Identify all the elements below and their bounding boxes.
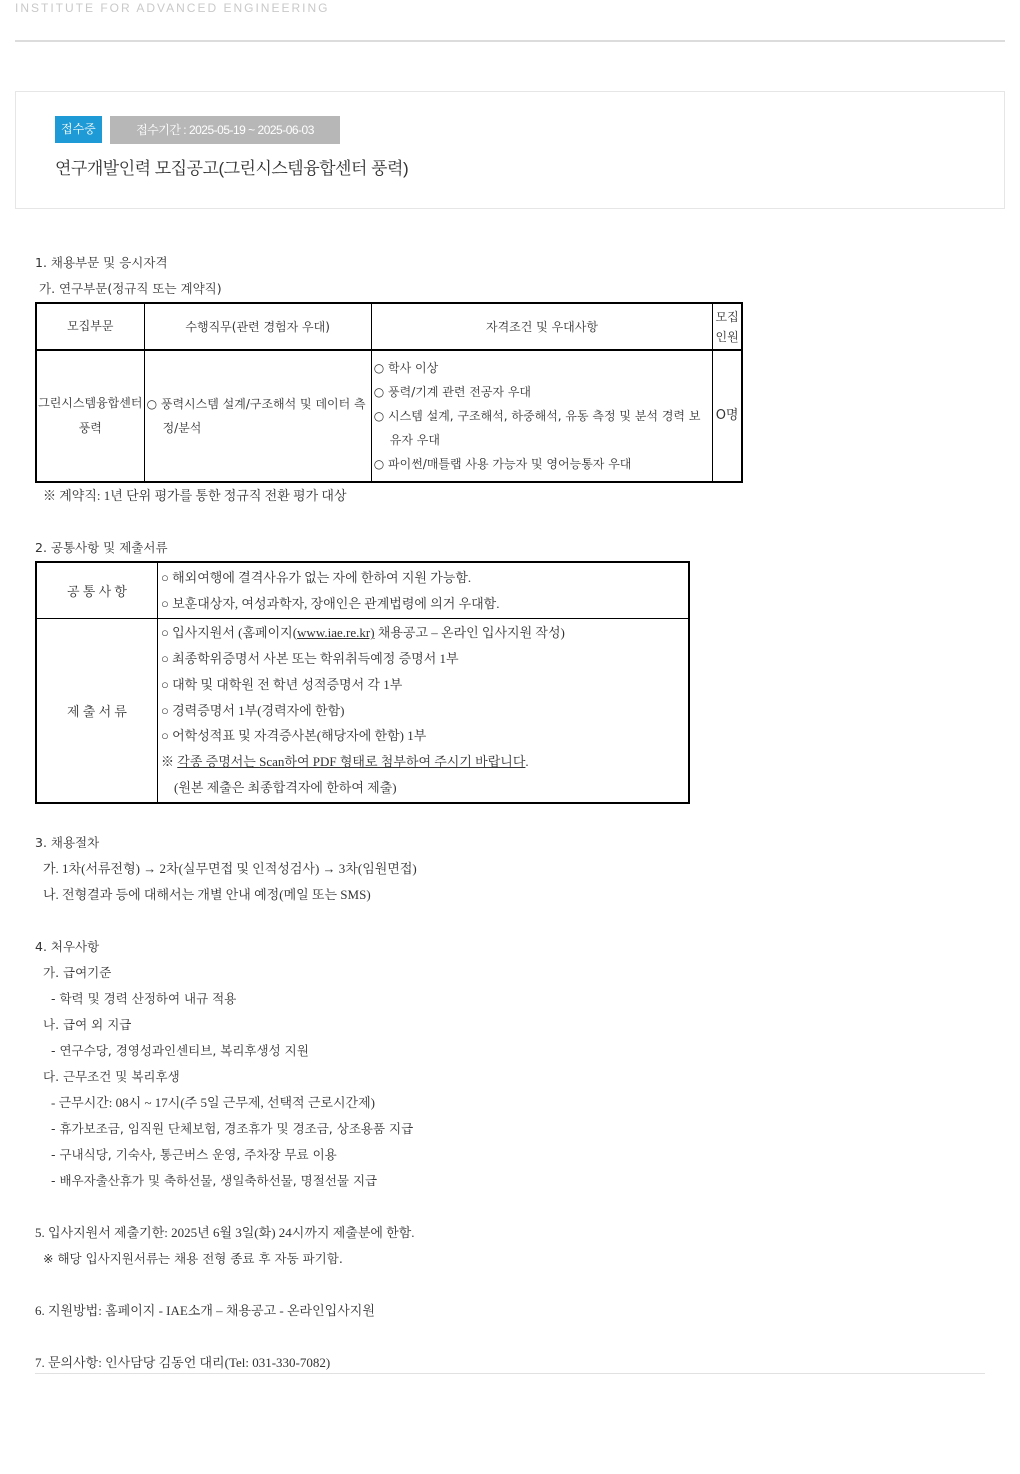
- doc-item: ○ 대학 및 대학원 전 학년 성적증명서 각 1부: [161, 676, 403, 692]
- application-period-badge: 접수기간 : 2025-05-19 ~ 2025-06-03: [110, 116, 340, 144]
- section4-sub-a: 가. 급여기준: [43, 965, 112, 980]
- section4-item: - 연구수당, 경영성과인센티브, 복리후생성 지원: [51, 1043, 309, 1058]
- docs-label: 제 출 서 류: [36, 619, 158, 804]
- section4-item: - 근무시간: 08시 ~ 17시(주 5일 근무제, 선택적 근로시간제): [51, 1095, 375, 1110]
- section3-line: 가. 1차(서류전형) → 2차(실무면접 및 인적성검사) → 3차(임원면접): [43, 861, 417, 876]
- requirements-table: [35, 561, 690, 804]
- docs-note: ※ 각종 증명서는 Scan하여 PDF 형태로 첨부하여 주시기 바랍니다.: [161, 754, 529, 770]
- section1-sub: 가. 연구부문(정규직 또는 계약직): [39, 281, 222, 296]
- common-items: [158, 562, 690, 619]
- notice-header-card: [15, 91, 1005, 209]
- qualification-item: ○ 시스템 설계, 구조해석, 하중해석, 유동 측정 및 분석 경력 보유자 우대: [373, 409, 701, 447]
- cell-duty: [144, 350, 371, 482]
- common-item: ○ 보훈대상자, 여성과학자, 장애인은 관계법령에 의거 우대함.: [161, 595, 500, 611]
- section4-sub-b: 나. 급여 외 지급: [43, 1017, 132, 1032]
- section1-heading: 1. 채용부문 및 응시자격: [35, 255, 168, 270]
- col-header-duty: 수행직무(관련 경험자 우대): [144, 303, 371, 350]
- doc-item: ○ 최종학위증명서 사본 또는 학위취득예정 증명서 1부: [161, 651, 459, 666]
- section4-item: - 휴가보조금, 임직원 단체보험, 경조휴가 및 경조금, 상조용품 지급: [51, 1121, 414, 1136]
- doc-item-suffix: 채용공고 – 온라인 입사지원 작성): [374, 625, 565, 641]
- section4-item: - 학력 및 경력 산정하여 내규 적용: [51, 991, 237, 1006]
- common-label: 공 통 사 항: [36, 562, 158, 619]
- docs-note-original: (원본 제출은 최종합격자에 한하여 제출): [174, 779, 397, 795]
- col-header-headcount: 모집 인원: [713, 303, 742, 350]
- docs-note-underlined: 각종 증명서는 Scan하여 PDF 형태로 첨부하여 주시기 바랍니다: [177, 754, 526, 770]
- common-item: ○ 해외여행에 결격사유가 없는 자에 한하여 지원 가능함.: [161, 569, 472, 585]
- section4-item: - 배우자출산휴가 및 축하선물, 생일축하선물, 명절선물 지급: [51, 1173, 378, 1188]
- cell-qualifications: [371, 350, 712, 482]
- homepage-link[interactable]: www.iae.re.kr): [297, 625, 375, 641]
- section7-contact: 7. 문의사항: 인사담당 김동언 대리(Tel: 031-330-7082): [35, 1355, 331, 1370]
- cell-division: 그린시스템융합센터 풍력: [36, 350, 144, 482]
- section6-method: 6. 지원방법: 홈페이지 - IAE소개 – 채용공고 - 온라인입사지원: [35, 1303, 375, 1318]
- site-header: [15, 0, 1005, 42]
- notice-body: [35, 250, 985, 1376]
- bottom-divider: [35, 1373, 985, 1374]
- site-name: INSTITUTE FOR ADVANCED ENGINEERING: [15, 1, 330, 15]
- qualification-item: ○ 파이썬/매틀랩 사용 가능자 및 영어능통자 우대: [373, 457, 632, 471]
- col-header-qualifications: 자격조건 및 우대사항: [371, 303, 712, 350]
- section5-note: ※ 해당 입사지원서류는 채용 전형 종료 후 자동 파기함.: [43, 1251, 343, 1266]
- doc-item: ○ 경력증명서 1부(경력자에 한함): [161, 702, 345, 718]
- section3-line: 나. 전형결과 등에 대해서는 개별 안내 예정(메일 또는 SMS): [43, 887, 371, 902]
- status-badge: 접수중: [55, 116, 102, 143]
- doc-item: ○ 어학성적표 및 자격증사본(해당자에 한함) 1부: [161, 728, 427, 744]
- section5-deadline: 5. 입사지원서 제출기한: 2025년 6월 3일(화) 24시까지 제출분에 한함.: [35, 1225, 415, 1240]
- section4-heading: 4. 처우사항: [35, 939, 100, 954]
- section4-sub-c: 다. 근무조건 및 복리후생: [43, 1069, 180, 1084]
- doc-item-prefix: ○ 입사지원서 (홈페이지(: [161, 625, 298, 641]
- doc-item: [161, 620, 685, 646]
- duty-item: ○ 풍력시스템 설계/구조해석 및 데이터 측정/분석: [146, 397, 366, 435]
- col-header-division: 모집부문: [36, 303, 144, 350]
- section3-heading: 3. 채용절차: [35, 835, 100, 850]
- docs-items: [158, 619, 690, 804]
- notice-title: 연구개발인력 모집공고(그린시스템융합센터 풍력): [55, 159, 409, 178]
- section4-item: - 구내식당, 기숙사, 통근버스 운영, 주차장 무료 이용: [51, 1147, 337, 1162]
- recruitment-table: [35, 302, 743, 483]
- contract-note: ※ 계약직: 1년 단위 평가를 통한 정규직 전환 평가 대상: [43, 488, 347, 503]
- qualification-item: ○ 풍력/기계 관련 전공자 우대: [373, 385, 532, 399]
- qualification-item: ○ 학사 이상: [373, 361, 439, 375]
- section2-heading: 2. 공통사항 및 제출서류: [35, 540, 168, 555]
- cell-headcount: O명: [713, 350, 742, 482]
